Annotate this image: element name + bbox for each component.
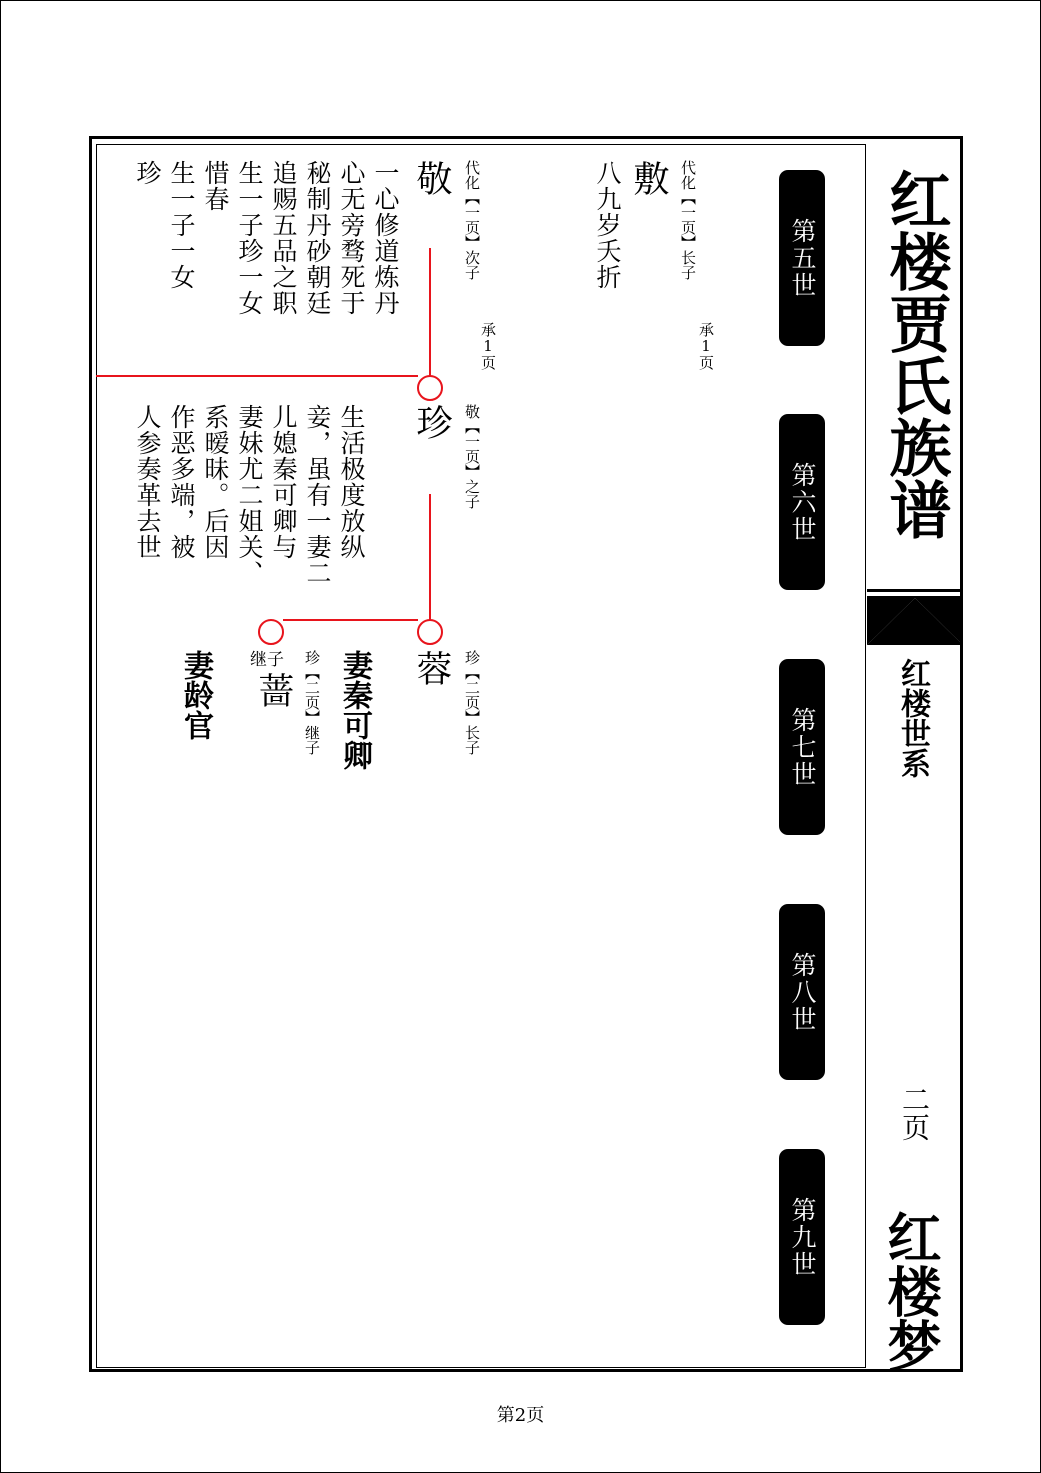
desc-line: 生一子一女	[167, 160, 196, 290]
person-zhen-desc	[130, 404, 368, 586]
main-title: 红楼贾氏族谱	[879, 168, 952, 540]
person-jing-desc	[130, 160, 402, 316]
person-zhen-name: 珍	[411, 404, 452, 440]
footer-page-number: 第2页	[496, 1405, 545, 1426]
node-zhen	[418, 376, 442, 400]
person-rong-name: 蓉	[411, 650, 452, 686]
node-qiang	[259, 620, 283, 644]
person-rong-tag: 珍【二页】长子	[463, 650, 481, 755]
person-jing-from: 承1页	[479, 322, 497, 370]
page-label: 二页	[898, 1085, 931, 1141]
sub-title: 红楼世系	[895, 658, 930, 778]
desc-line: 系暧昧。后因	[201, 404, 230, 560]
generation-tab-8: 第八世	[779, 904, 825, 1080]
person-fu-from: 承1页	[697, 322, 715, 370]
desc-line: 妻妹尤二姐关、	[235, 404, 264, 586]
book-title: 红楼梦	[879, 1210, 942, 1372]
desc-line: 惜春	[201, 160, 230, 212]
person-fu-desc	[590, 160, 624, 290]
desc-line: 一心修道炼丹	[371, 160, 400, 316]
person-jing-tag: 代化【一页】次子	[463, 160, 481, 280]
person-qiang-label: 继子	[250, 650, 284, 670]
desc-line: 珍	[133, 160, 162, 186]
generation-tab-5: 第五世	[779, 170, 825, 346]
person-qiang-name: 蔷	[253, 672, 294, 708]
desc-line: 人参奏革去世	[133, 404, 162, 560]
desc-line: 作恶多端，被	[167, 404, 196, 560]
generation-tab-6: 第六世	[779, 414, 825, 590]
desc-line: 八九岁夭折	[593, 160, 622, 290]
desc-line: 生活极度放纵	[337, 404, 366, 560]
desc-line: 秘制丹砂朝廷	[303, 160, 332, 316]
generation-tab-7: 第七世	[779, 659, 825, 835]
generation-tab-9: 第九世	[779, 1149, 825, 1325]
person-qiang-wife: 妻龄官	[178, 650, 213, 740]
person-fu-name: 敷	[628, 160, 669, 196]
desc-line: 心无旁骛死于	[337, 160, 366, 316]
person-jing-name: 敬	[411, 160, 452, 196]
desc-line: 儿媳秦可卿与	[269, 404, 298, 560]
person-rong-wife: 妻秦可卿	[337, 650, 372, 770]
person-qiang-tag: 珍【二页】继子	[303, 650, 321, 755]
node-rong	[418, 620, 442, 644]
person-zhen-tag: 敬【一页】之子	[463, 404, 481, 509]
desc-line: 追赐五品之职	[269, 160, 298, 316]
person-fu-tag: 代化【一页】长子	[679, 160, 697, 280]
desc-line: 妾，虽有一妻二	[303, 404, 332, 586]
desc-line: 生一子珍一女	[235, 160, 264, 316]
